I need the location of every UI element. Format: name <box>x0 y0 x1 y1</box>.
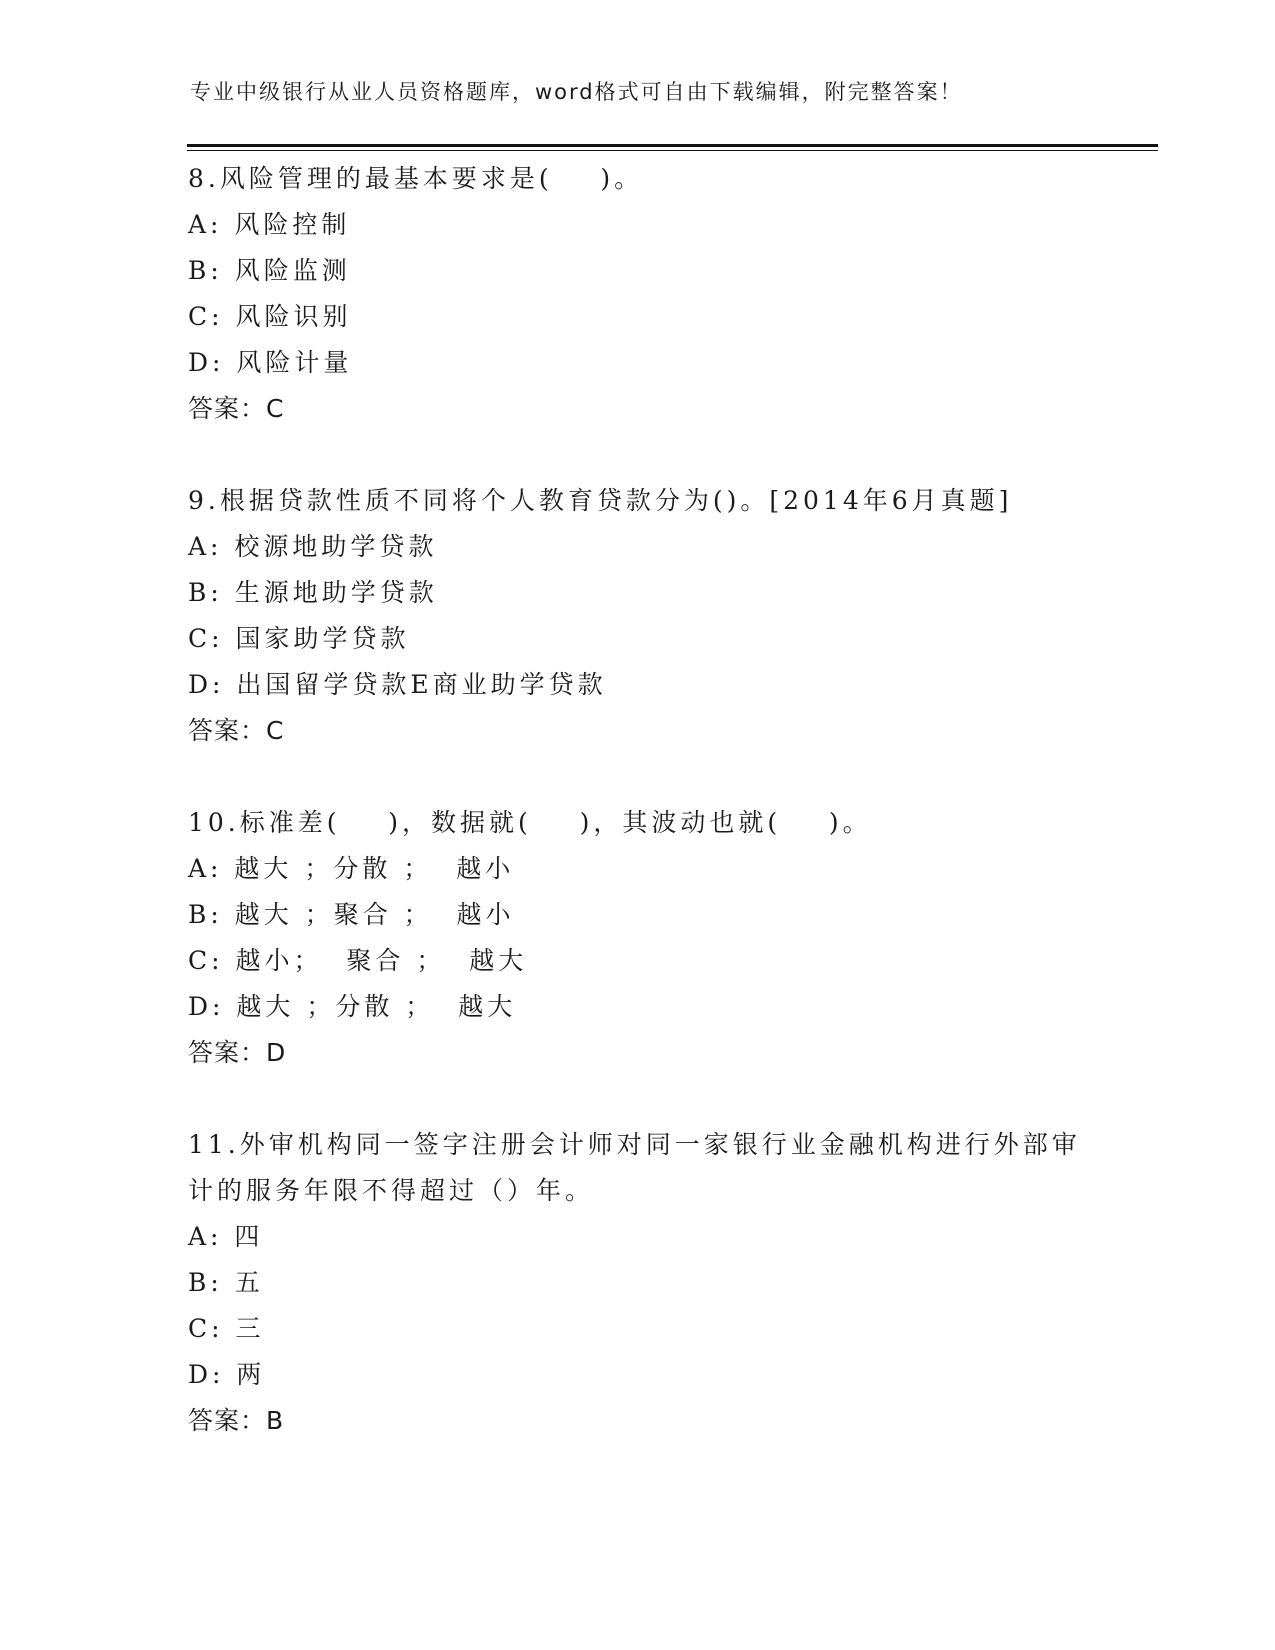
option-d: D: 出国留学贷款E商业助学贷款 <box>188 670 607 699</box>
question-stem: 8.风险管理的最基本要求是( )。 <box>188 164 644 193</box>
question-stem: 9.根据贷款性质不同将个人教育贷款分为()。[2014年6月真题] <box>188 486 1013 515</box>
question-stem: 11.外审机构同一签字注册会计师对同一家银行业金融机构进行外部审 <box>188 1130 1081 1159</box>
option-d: D: 越大 ；分散 ； 越大 <box>188 992 517 1021</box>
question-list <box>188 156 1088 1490</box>
header-rule-thick <box>187 144 1158 147</box>
option-a: A: 四 <box>188 1222 264 1251</box>
option-d: D: 风险计量 <box>188 348 353 377</box>
option-a: A: 校源地助学贷款 <box>188 532 438 561</box>
question-8 <box>188 156 1088 432</box>
option-a: A: 风险控制 <box>188 210 351 239</box>
question-11 <box>188 1122 1088 1444</box>
option-a: A: 越大 ；分散 ； 越小 <box>188 854 515 883</box>
page-header: 专业中级银行从业人员资格题库，word格式可自由下载编辑，附完整答案！ <box>190 80 963 104</box>
answer-line: 答案：C <box>188 716 285 745</box>
question-10 <box>188 800 1088 1076</box>
answer-line: 答案：B <box>188 1406 285 1435</box>
option-c: C: 越小； 聚合 ； 越大 <box>188 946 528 975</box>
option-d: D: 两 <box>188 1360 266 1389</box>
option-b: B: 越大 ；聚合 ； 越小 <box>188 900 515 929</box>
option-c: C: 风险识别 <box>188 302 352 331</box>
question-stem: 10.标准差( )，数据就( )，其波动也就( )。 <box>188 808 872 837</box>
option-b: B: 风险监测 <box>188 256 351 285</box>
answer-line: 答案：D <box>188 1038 287 1067</box>
question-9 <box>188 478 1088 754</box>
option-c: C: 国家助学贷款 <box>188 624 410 653</box>
option-b: B: 五 <box>188 1268 264 1297</box>
option-c: C: 三 <box>188 1314 265 1343</box>
header-rule-thin <box>187 150 1158 151</box>
question-stem-continued: 计的服务年限不得超过（）年。 <box>188 1176 595 1205</box>
option-b: B: 生源地助学贷款 <box>188 578 438 607</box>
answer-line: 答案：C <box>188 394 285 423</box>
